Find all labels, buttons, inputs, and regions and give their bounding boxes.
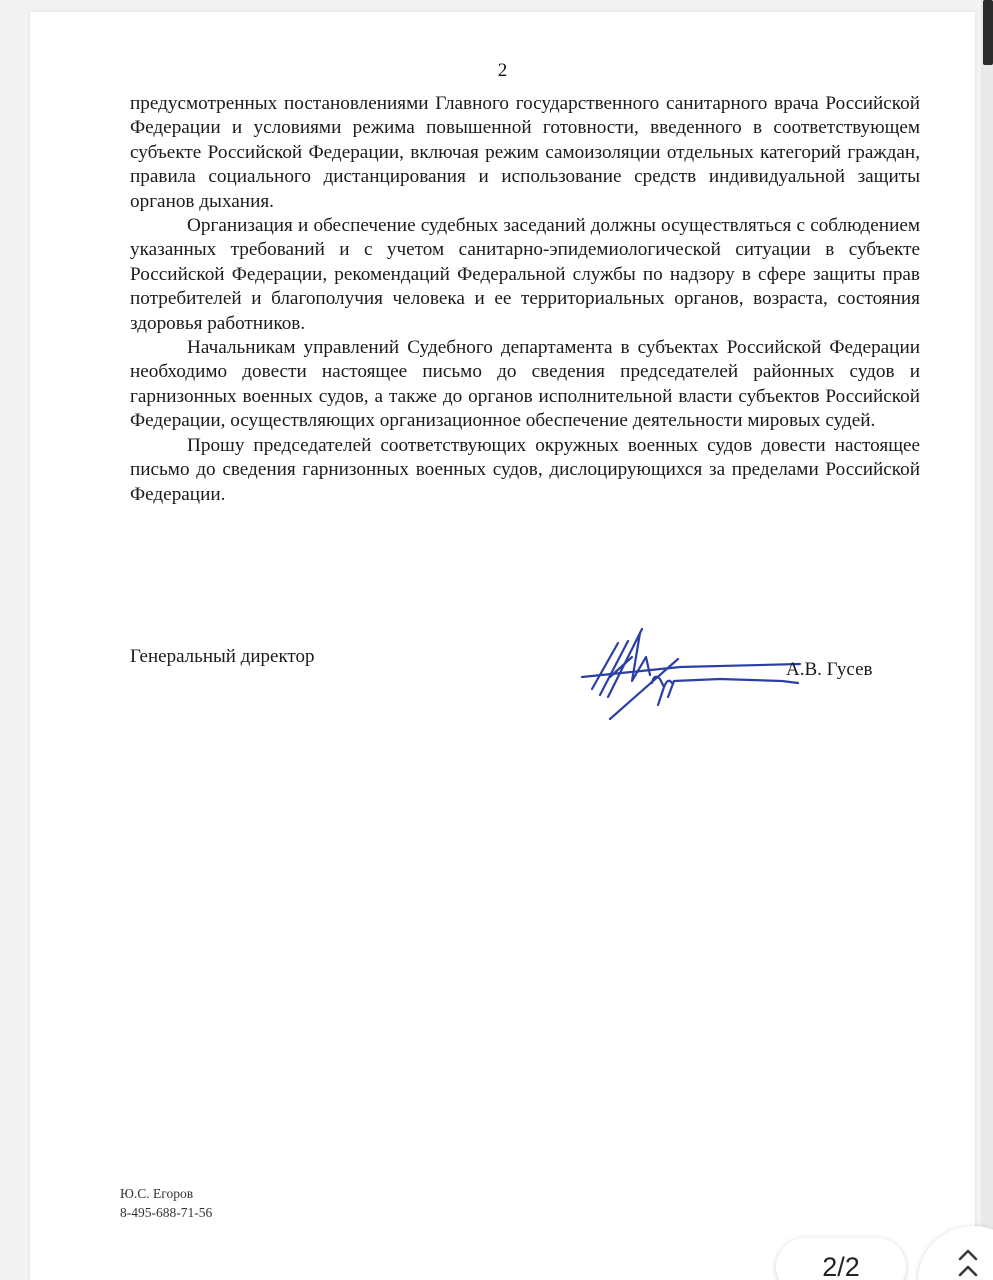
contact-phone: 8-495-688-71-56 [120, 1205, 213, 1220]
contact-name: Ю.С. Егоров [120, 1186, 194, 1201]
scrollbar[interactable] [981, 0, 993, 1280]
paragraph-2: Организация и обеспечение судебных заседаний должны осуществляться с соблюдением указанных требований и с учетом санитарно-эпидемиологической ситуации в субъекте Российской Федерации, рекомендаций Федеральной службы по надзору в сфере защиты прав потребителей и благополучия человека и ее территориальных органов, возраста, состояния здоровья работников. [130, 215, 920, 334]
document-page [30, 12, 975, 1280]
letter-body [130, 92, 920, 507]
page-indicator: 2/2 [776, 1238, 906, 1280]
paragraph-3: Начальникам управлений Судебного департамента в субъектах Российской Федерации необходимо довести настоящее письмо до сведения председателей районных судов и гарнизонных военных судов, а также до органов исполнительной власти субъектов Российской Федерации, осуществляющих организационное обеспечение деятельности мировых судей. [130, 337, 920, 432]
expand-arrows-icon [954, 1248, 982, 1278]
page-number: 2 [497, 60, 508, 81]
paragraph-1: предусмотренных постановлениями Главного государственного санитарного врача Российской Федерации и условиями режима повышенной готовности, введенного в соответствующем субъекте Российской Федерации, включая режим самоизоляции отдельных категорий граждан, правила социального дистанцирования и использование средств индивидуальной защиты органов дыхания. [130, 93, 920, 212]
contact-block [120, 1184, 212, 1222]
scrollbar-thumb[interactable] [983, 0, 993, 65]
signer-title: Генеральный директор [130, 646, 315, 667]
paragraph-4: Прошу председателей соответствующих окружных военных судов довести настоящее письмо до сведения гарнизонных военных судов, дислоцирующихся за пределами Российской Федерации. [130, 434, 920, 505]
signer-name: А.В. Гусев [786, 659, 873, 680]
handwritten-signature [570, 617, 810, 727]
